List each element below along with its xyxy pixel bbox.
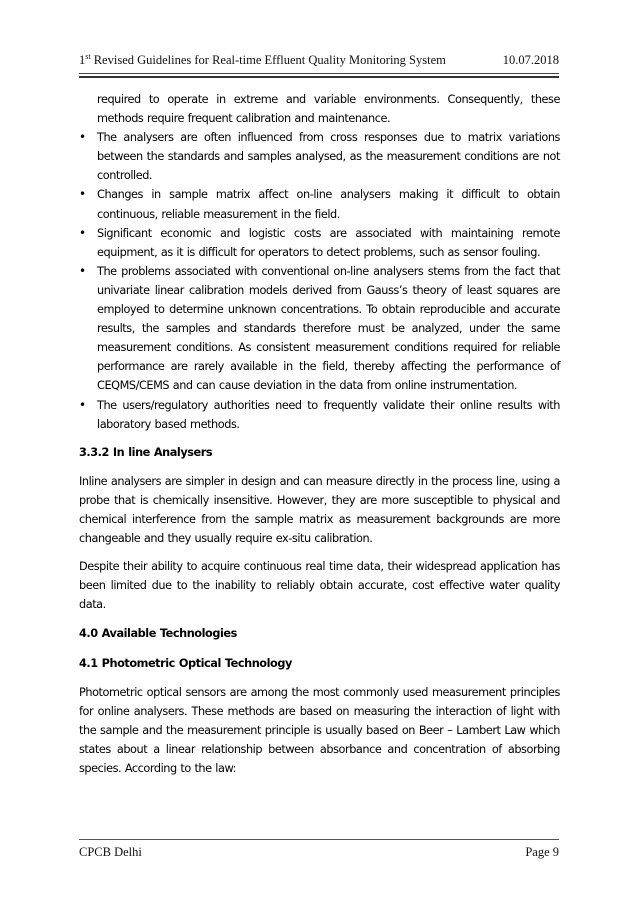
bullet-item [79, 396, 560, 434]
section-heading-4-1: 4.1 Photometric Optical Technology [79, 656, 292, 670]
photometric-paragraph: Photometric optical sensors are among the most commonly used measurement principles for online analysers. These methods are based on measuring the interaction of light with the sample and the measurement principle is usually based on Beer – Lambert Law which states about a linear relationship between absorbance and concentration of absorbing species. According to the law: [79, 685, 560, 775]
bullet-item [79, 128, 560, 185]
header-date: 10.07.2018 [502, 53, 559, 67]
inline-analysers-paragraph-2: Despite their ability to acquire continuous real time data, their widespread application has been limited due to the inability to reliably obtain accurate, cost effective water quality data. [79, 560, 560, 612]
bullet-text: Significant economic and logistic costs are associated with maintaining remote equipment, as it is difficult for operators to detect problems, such as sensor fouling. [97, 226, 560, 259]
header-title [79, 53, 446, 68]
footer-page-number: Page 9 [525, 845, 559, 859]
bullet-list [79, 128, 560, 434]
header-title-number: 1 [79, 53, 86, 67]
header-rule-thick [79, 76, 559, 78]
bullet-item [79, 185, 560, 223]
bullet-icon: • [79, 225, 86, 240]
footer-organization: CPCB Delhi [79, 845, 142, 859]
continuation-paragraph: required to operate in extreme and variable environments. Consequently, these methods require frequent calibration and maintenance. [97, 93, 560, 126]
section-heading-3-3-2: 3.3.2 In line Analysers [79, 445, 213, 459]
bullet-item [79, 224, 560, 262]
inline-analysers-paragraph-1: Inline analysers are simpler in design and can measure directly in the process line, using a probe that is chemically insensitive. However, they are more susceptible to physical and chemical interference from the sample matrix as measurement backgrounds are more changeable and they usually require ex-situ calibration. [79, 474, 560, 546]
bullet-text: The problems associated with conventional on-line analysers stems from the fact that univariate linear calibration models derived from Gauss’s theory of least squares are employed to determine unknown concentrations. To obtain reproducible and accurate results, the samples and standards therefore must be analyzed, under the same measurement conditions. As consistent measurement conditions required for reliable performance are rarely available in the field, thereby affecting the performance of CEQMS/CEMS and can cause deviation in the data from online instrumentation. [97, 264, 560, 393]
bullet-text: Changes in sample matrix affect on-line analysers making it difficult to obtain continuous, reliable measurement in the field. [97, 188, 560, 221]
bullet-text: The users/regulatory authorities need to frequently validate their online results with laboratory based methods. [97, 398, 560, 431]
section-heading-4-0: 4.0 Available Technologies [79, 627, 237, 641]
page-header [79, 50, 559, 72]
header-title-superscript: st [85, 52, 91, 61]
page-body [79, 90, 560, 778]
header-title-text: Revised Guidelines for Real-time Effluent Quality Monitoring System [93, 53, 446, 67]
bullet-icon: • [79, 263, 86, 278]
header-rule-thin [79, 73, 559, 74]
bullet-icon: • [79, 130, 86, 145]
bullet-icon: • [79, 187, 86, 202]
bullet-text: The analysers are often influenced from cross responses due to matrix variations between the standards and samples analysed, as the measurement conditions are not controlled. [97, 131, 560, 183]
bullet-icon: • [79, 397, 86, 412]
bullet-item [79, 262, 560, 396]
footer-rule [79, 839, 559, 840]
